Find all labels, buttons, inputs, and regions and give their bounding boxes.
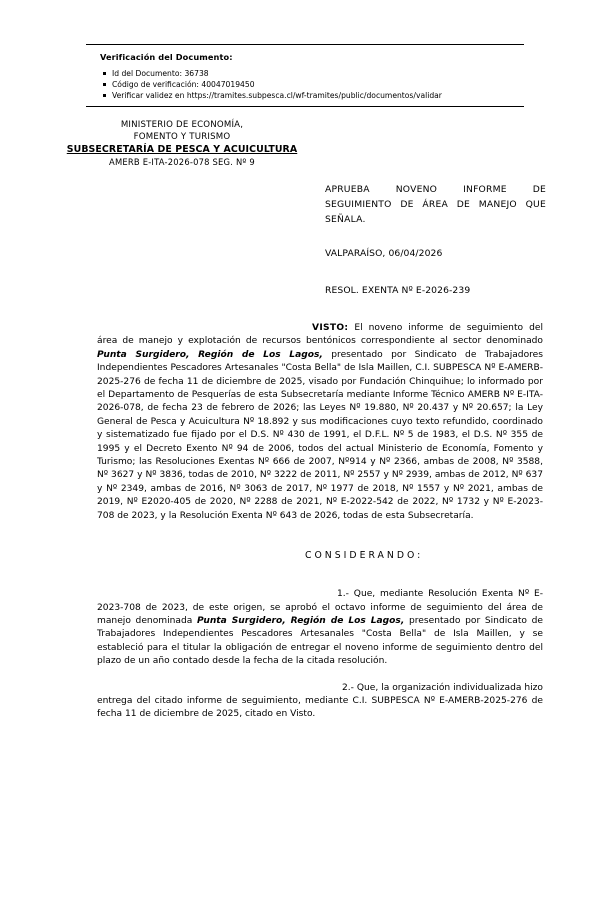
resolution-number: RESOL. EXENTA Nº E-2026-239: [325, 285, 471, 296]
spacer: [97, 669, 543, 682]
spacer: [97, 561, 543, 588]
verification-url: Verificar validez en https://tramites.subpesca.cl/wf-tramites/public/documentos/validar: [112, 90, 524, 101]
letterhead: [62, 120, 302, 168]
document-body: [97, 322, 543, 722]
ministry-line-2: FOMENTO Y TURISMO: [133, 131, 231, 142]
amerb-reference: AMERB E-ITA-2026-078 SEG. Nº 9: [109, 156, 255, 167]
considerando-item-1: [97, 588, 543, 668]
subject-block: APRUEBA NOVENO INFORME DE SEGUIMIENTO DE ÁREA DE MANEJO QUE SEÑALA.: [325, 184, 546, 225]
visto-text-part-1: El noveno informe de seguimiento del área de manejo y explotación de recursos bentónicos correspondiente al sector denominado: [97, 323, 543, 347]
considerando-2-text: 2.- Que, la organización individualizada hizo entrega del citado informe de seguimiento, mediante C.I. SUBPESCA Nº E-AMERB-2025-276 de fecha 11 de diciembre de 2025, citado en Visto.: [97, 682, 543, 720]
verification-box-title: Verificación del Documento:: [100, 52, 233, 62]
ministry-line-1: MINISTERIO DE ECONOMÍA,: [120, 120, 244, 130]
verification-details-list: [86, 68, 524, 101]
visto-text-part-2: presentado por Sindicato de Trabajadores Independientes Pescadores Artesanales "Costa Bella" de Isla Maillen, C.I. SUBPESCA Nº E-AMERB-2025-276 de fecha 11 de diciembre de 2025, visado por Fundación Chinquihue; lo informado por el Departamento de Pesquerías de esta Subsecretaría mediante Informe Técnico AMERB Nº E-ITA-2026-078, de fecha 23 de febrero de 2026; las Leyes Nº 19.880, Nº 20.437 y Nº 20.657; la Ley General de Pesca y Acuicultura Nº 18.892 y sus modificaciones cuyo texto refundido, coordinado y sistematizado fue fijado por el D.S. Nº 430 de 1991, el D.F.L. Nº 5 de 1983, el D.S. Nº 355 de 1995 y el Decreto Exento Nº 94 de 2006, todos del actual Ministerio de Economía, Fomento y Turismo; las Resoluciones Exentas Nº 666 de 2007, Nº914 y Nº 2366, ambas de 2008, Nº 3588, Nº 3627 y Nº 3836, todas de 2010, Nº 3222 de 2011, Nº 2557 y Nº 2939, ambas de 2012, Nº 637 y Nº 2349, ambas de 2016, Nº 3063 de 2017, Nº 1977 de 2018, Nº 1557 y Nº 2021, ambas de 2019, Nº E2020-405 de 2020, Nº 2288 de 2021, Nº E-2022-542 de 2022, Nº 1732 y Nº E-2023-708 de 2023, y la Resolución Exenta Nº 643 de 2026, todas de esta Subsecretaría.: [97, 349, 543, 521]
considerando-1-area-name: Punta Surgidero, Región de Los Lagos,: [197, 615, 405, 626]
spacer: [97, 523, 543, 550]
visto-paragraph: [97, 322, 543, 523]
visto-label: VISTO:: [312, 323, 349, 333]
place-and-date: VALPARAÍSO, 06/04/2026: [325, 248, 443, 259]
visto-area-name: Punta Surgidero, Región de Los Lagos,: [97, 349, 323, 360]
considerando-1-text-part-2: presentado por Sindicato de Trabajadores Independientes Pescadores Artesanales "Costa Bella" de Isla Maillen, y se estableció para el titular la obligación de entregar el noveno informe de seguimiento dentro del plazo de un año contado desde la fecha de la citada resolución.: [97, 615, 543, 667]
document-verification-box: [86, 44, 524, 107]
verification-document-id: Id del Documento: 36738: [112, 68, 524, 79]
verification-code: Código de verificación: 40047019450: [112, 79, 524, 90]
considerando-heading: CONSIDERANDO:: [305, 550, 424, 562]
considerando-item-2: [97, 682, 543, 722]
subsecretaria-title: SUBSECRETARÍA DE PESCA Y ACUICULTURA: [66, 144, 298, 155]
considerando-1-text-part-1: 1.- Que, mediante Resolución Exenta Nº E-2023-708 de 2023, de este origen, se aprobó el octavo informe de seguimiento del área de manejo denominada: [97, 589, 543, 626]
